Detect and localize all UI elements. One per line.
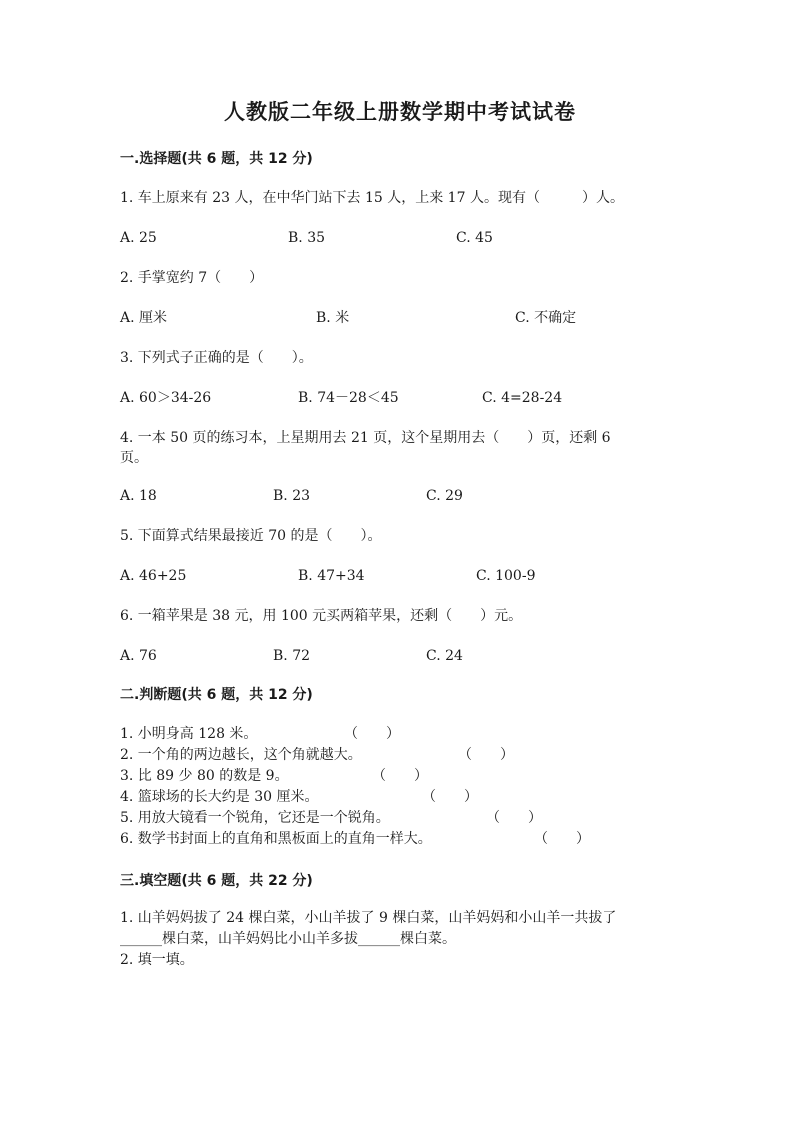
answer-parentheses: （ ） [458,747,514,763]
judge-text: 4. 篮球场的长大约是 30 厘米。 [120,789,319,805]
judge-text: 2. 一个角的两边越长，这个角就越大。 [120,747,362,763]
option-a: A. 60＞34-26 [120,390,212,406]
option-a: A. 46+25 [120,568,187,584]
judge-text: 3. 比 89 少 80 的数是 9。 [120,768,289,784]
judge-item-1 [120,724,400,744]
judge-item-5 [120,808,542,828]
option-b: B. 72 [273,648,311,664]
answer-parentheses: （ ） [422,789,478,805]
section-heading-fill: 三.填空题(共 6 题，共 22 分) [120,873,313,889]
option-b: B. 35 [288,230,326,246]
option-c: C. 24 [426,648,463,664]
option-b: B. 23 [273,488,311,504]
question-3: 3. 下列式子正确的是（ ）。 [120,350,313,366]
judge-text: 5. 用放大镜看一个锐角，它还是一个锐角。 [120,810,390,826]
option-c: C. 100-9 [476,568,536,584]
option-b: B. 47+34 [298,568,365,584]
option-c: C. 不确定 [515,310,577,326]
answer-parentheses: （ ） [534,831,590,847]
option-c: C. 29 [426,488,463,504]
option-b: B. 米 [316,310,350,326]
fill-question-2: 2. 填一填。 [120,952,194,968]
option-a: A. 18 [120,488,157,504]
judge-item-2 [120,745,514,765]
option-a: A. 76 [120,648,157,664]
option-b: B. 74－28＜45 [298,390,399,406]
section-heading-choice: 一.选择题(共 6 题，共 12 分) [120,151,313,167]
question-2: 2. 手掌宽约 7（ ） [120,270,264,286]
question-4: 4. 一本 50 页的练习本，上星期用去 21 页，这个星期用去（ ）页，还剩 6 [120,430,611,446]
fill-question-1: 1. 山羊妈妈拔了 24 棵白菜，小山羊拔了 9 棵白菜，山羊妈妈和小山羊一共拔了 [120,910,617,926]
judge-item-4 [120,787,478,807]
page-title: 人教版二年级上册数学期中考试试卷 [224,99,576,124]
option-c: C. 45 [456,230,493,246]
option-a: A. 厘米 [120,310,168,326]
answer-parentheses: （ ） [344,726,400,742]
answer-parentheses: （ ） [486,810,542,826]
judge-text: 1. 小明身高 128 米。 [120,726,258,742]
question-5: 5. 下面算式结果最接近 70 的是（ ）。 [120,528,382,544]
judge-item-6 [120,829,590,849]
question-6: 6. 一箱苹果是 38 元，用 100 元买两箱苹果，还剩（ ）元。 [120,608,523,624]
question-1: 1. 车上原来有 23 人，在中华门站下去 15 人，上来 17 人。现有（ ）人。 [120,190,624,206]
fill-question-1-continued: ______棵白菜，山羊妈妈比小山羊多拔______棵白菜。 [120,931,456,947]
judge-item-3 [120,766,428,786]
section-heading-judge: 二.判断题(共 6 题，共 12 分) [120,687,313,703]
judge-text: 6. 数学书封面上的直角和黑板面上的直角一样大。 [120,831,432,847]
option-c: C. 4=28-24 [482,390,563,406]
question-4-continued: 页。 [120,450,148,466]
answer-parentheses: （ ） [372,768,428,784]
option-a: A. 25 [120,230,157,246]
